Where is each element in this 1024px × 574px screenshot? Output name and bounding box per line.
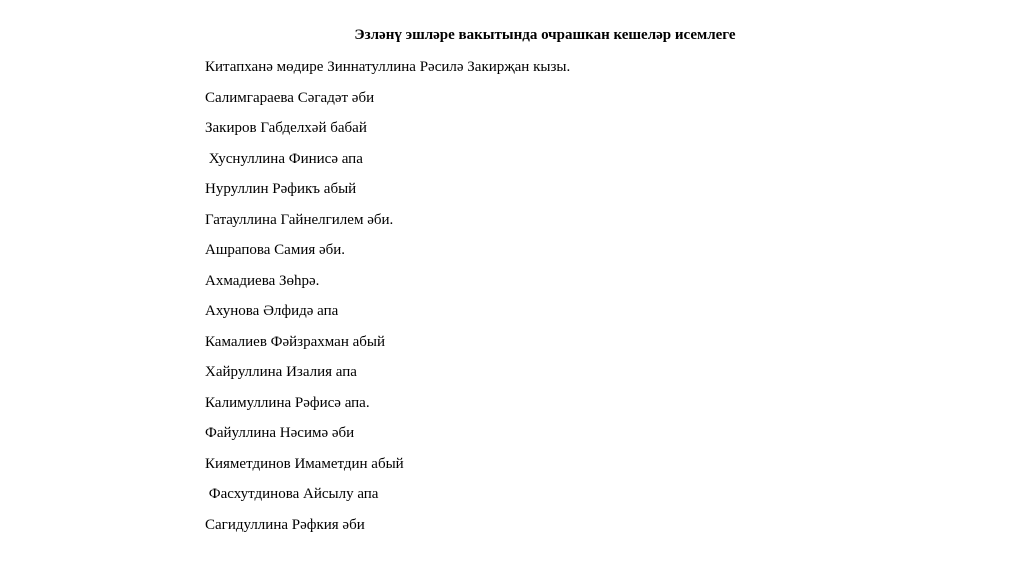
list-item: Салимгараева Сәгадәт әби: [205, 89, 375, 106]
list-item: Ахунова Әлфидә апа: [205, 303, 339, 319]
list-item: Фасхутдинова Айсылу апа: [205, 486, 379, 502]
list-item: Гатауллина Гайнелгилем әби.: [205, 211, 394, 228]
list-item: Нуруллин Рәфикъ абый: [205, 181, 357, 197]
list-item: Файуллина Нәсимә әби: [205, 425, 355, 441]
list-item: Китапханә мөдире Зиннатуллина Рәсилә Закирҗан кызы.: [205, 59, 571, 75]
names-list: [205, 56, 570, 544]
list-item: Сагидуллина Рәфкия әби: [205, 516, 365, 533]
list-item: Калимуллина Рәфисә апа.: [205, 394, 370, 411]
list-item: Хуснуллина Финисә апа: [205, 150, 363, 167]
list-item: Камалиев Фәйзрахман абый: [205, 333, 385, 350]
list-item: Закиров Габделхәй бабай: [205, 120, 367, 136]
list-item: Кияметдинов Имаметдин абый: [205, 455, 404, 472]
list-item: Ахмадиева Зөһрә.: [205, 272, 320, 289]
list-item: Ашрапова Самия әби.: [205, 242, 346, 258]
document-title: Эзләнү эшләре вакытында очрашкан кешеләр исемлеге: [354, 27, 736, 43]
list-item: Хайруллина Изалия апа: [205, 364, 357, 380]
